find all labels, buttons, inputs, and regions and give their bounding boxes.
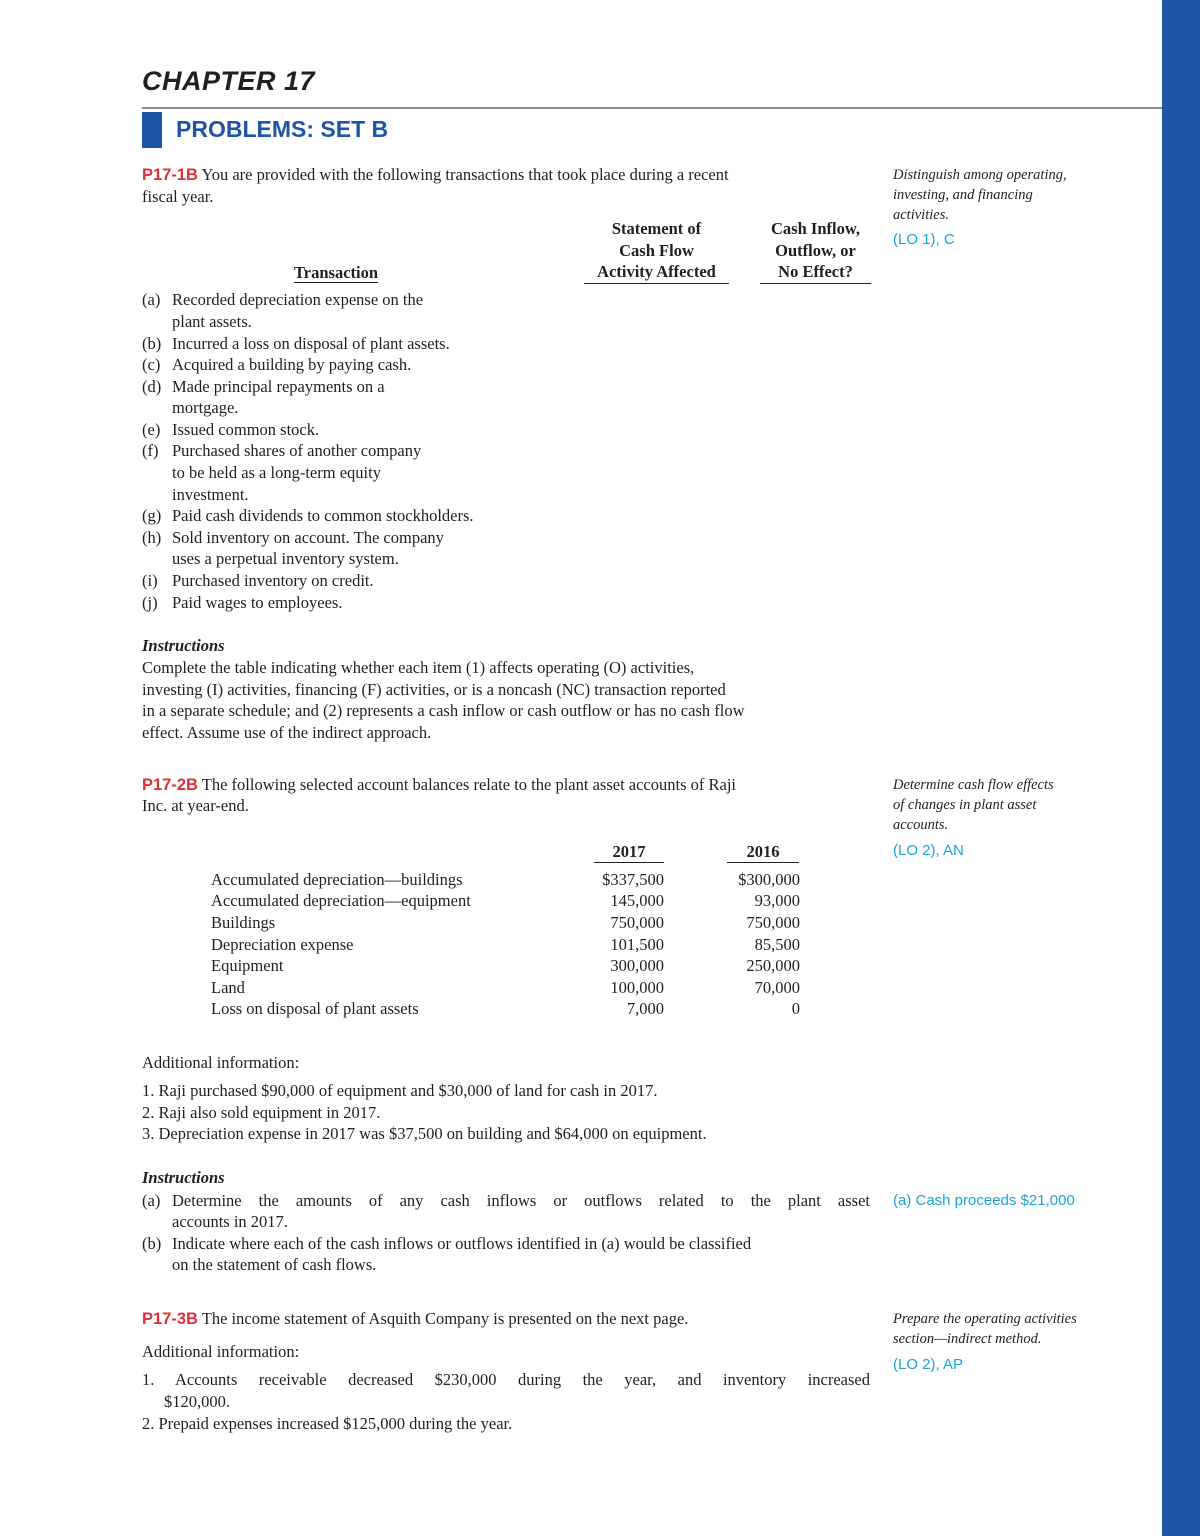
additional-item: 1. Raji purchased $90,000 of equipment and $30,000 of land for cash in 2017. [142,1081,658,1100]
list-item: (j) Paid wages to employees. [142,593,343,612]
instruction-b: (b) Indicate where each of the cash inflows or outflows identified in (a) would be classified [142,1234,752,1253]
account-name: Equipment [211,956,284,975]
value-2016: 250,000 [746,956,800,975]
list-item: (b) Incurred a loss on disposal of plant assets. [142,334,450,353]
section-marker [142,112,162,148]
p2-learning-objective: (LO 2), AN [893,842,964,859]
list-item: (d) Made principal repayments on a [142,377,385,396]
value-2017: 300,000 [610,956,664,975]
list-item-cont: plant assets. [172,312,252,331]
account-name: Accumulated depreciation—equipment [211,891,471,910]
additional-item: 2. Prepaid expenses increased $125,000 during the year. [142,1414,513,1433]
account-name: Accumulated depreciation—buildings [211,870,463,889]
header-rule [142,107,1162,109]
problem-id: P17-3B [142,1310,198,1328]
list-item: (c) Acquired a building by paying cash. [142,355,412,374]
p3-learning-objective: (LO 2), AP [893,1356,964,1373]
p2-instructions-heading: Instructions [142,1168,225,1187]
p2-additional-label: Additional information: [142,1053,300,1072]
account-name: Land [211,978,245,997]
p3-additional-label: Additional information: [142,1342,300,1361]
p1-intro [142,164,729,187]
year-header-2017: 2017 [594,842,664,863]
value-2017: $337,500 [602,870,664,889]
additional-item: 1. Accounts receivable decreased $230,000 during the year, and inventory increased [142,1370,870,1389]
p2-intro [142,774,736,797]
p1-intro-cont: fiscal year. [142,187,214,206]
value-2016: 85,500 [754,935,800,954]
col-activity-affected: Statement of Cash Flow Activity Affected [584,218,729,284]
value-2016: $300,000 [738,870,800,889]
p2-intro-text: The following selected account balances relate to the plant asset accounts of Raji [201,775,736,794]
p1-instructions-heading: Instructions [142,636,225,655]
list-item-cont: investment. [172,485,249,504]
p2-intro-cont: Inc. at year-end. [142,796,249,815]
year-header-2016: 2016 [727,842,799,863]
section-title: PROBLEMS: SET B [176,116,389,142]
list-item: (h) Sold inventory on account. The company [142,528,444,547]
page-edge-bar [1162,0,1200,1536]
p3-objective: Prepare the operating activities section—indirect method. [893,1311,1077,1347]
list-item: (i) Purchased inventory on credit. [142,571,374,590]
additional-item-cont: $120,000. [164,1392,230,1411]
p3-intro-text: The income statement of Asquith Company is presented on the next page. [201,1309,689,1328]
list-item: (f) Purchased shares of another company [142,441,422,460]
list-item-cont: uses a perpetual inventory system. [172,549,399,568]
p3-intro [142,1308,688,1331]
value-2016: 750,000 [746,913,800,932]
instruction-a: (a) Determine the amounts of any cash inflows or outflows related to the plant asset [142,1191,870,1210]
problem-id: P17-1B [142,166,198,184]
p2-answer-hint: (a) Cash proceeds $21,000 [893,1192,1075,1209]
account-name: Loss on disposal of plant assets [211,999,419,1018]
value-2016: 70,000 [754,978,800,997]
value-2017: 145,000 [610,891,664,910]
list-item: (g) Paid cash dividends to common stockholders. [142,506,474,525]
value-2017: 100,000 [610,978,664,997]
additional-item: 3. Depreciation expense in 2017 was $37,500 on building and $64,000 on equipment. [142,1124,707,1143]
p1-intro-text: You are provided with the following transactions that took place during a recent [201,165,729,184]
value-2017: 750,000 [610,913,664,932]
instruction-b-cont: on the statement of cash flows. [172,1255,377,1274]
value-2017: 7,000 [626,999,664,1018]
p1-instructions: Complete the table indicating whether each item (1) affects operating (O) activities, investing (I) activities, financing (F) activities, or is a noncash (NC) transaction reported in a separate schedule; and (2) represents a cash inflow or cash outflow or has no cash flow effect. Assume use of the indirect approach. [142,658,745,742]
list-item-cont: mortgage. [172,398,239,417]
col-transaction: Transaction [294,263,379,282]
additional-item: 2. Raji also sold equipment in 2017. [142,1103,381,1122]
chapter-title: CHAPTER 17 [142,66,316,96]
account-name: Depreciation expense [211,935,354,954]
problem-id: P17-2B [142,776,198,794]
value-2016: 0 [791,999,800,1018]
instruction-a-cont: accounts in 2017. [172,1212,288,1231]
value-2017: 101,500 [610,935,664,954]
account-name: Buildings [211,913,276,932]
p2-objective: Determine cash flow effects of changes in plant asset accounts. [893,777,1054,833]
list-item-cont: to be held as a long-term equity [172,463,381,482]
p1-objective: Distinguish among operating, investing, and financing activities. [893,167,1067,223]
value-2016: 93,000 [754,891,800,910]
p1-learning-objective: (LO 1), C [893,231,955,248]
col-cash-flow-effect: Cash Inflow, Outflow, or No Effect? [760,218,871,284]
list-item: (e) Issued common stock. [142,420,320,439]
list-item: (a) Recorded depreciation expense on the [142,290,424,309]
